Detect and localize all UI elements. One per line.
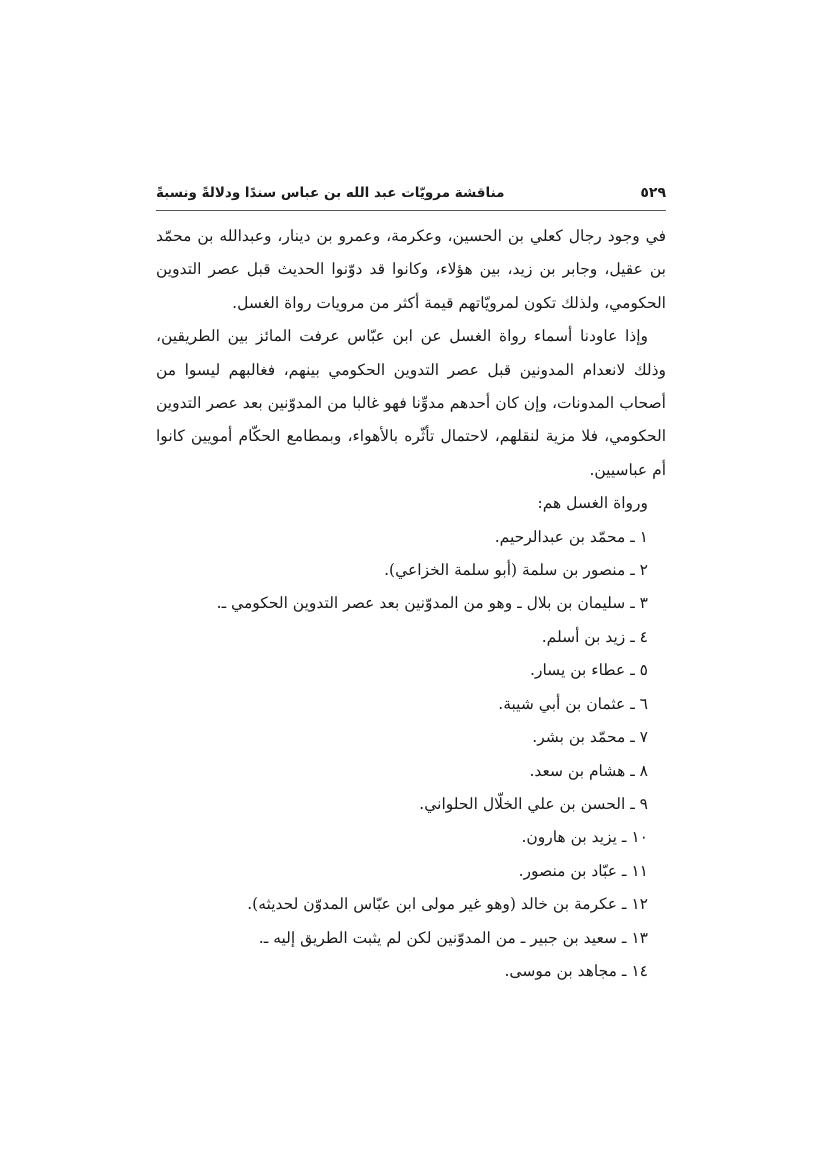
- paragraph-2: وإذا عاودنا أسماء رواة الغسل عن ابن عبّاس عرفت المائز بين الطريقين، وذلك لانعدام المدونين قبل عصر التدوين الحكومي بينهم، فغالبهم ليسوا من أصحاب المدونات، وإن كان أحدهم مدوِّنا فهو غالبا من المدوّنين بعد عصر التدوين الحكومي، فلا مزية لنقلهم، لاحتمال تأثّره بالأهواء، وبمطامع الحكّام أمويين كانوا أم عباسيين.: [156, 327, 666, 479]
- list-item: ١١ ـ عبّاد بن منصور.: [518, 861, 648, 880]
- list-item: ٩ ـ الحسن بن علي الخلّال الحلواني.: [419, 794, 648, 813]
- list-item: ١٢ ـ عكرمة بن خالد (وهو غير مولى ابن عبّاس المدوّن لحديثه).: [247, 895, 648, 914]
- list-item: ١٣ ـ سعيد بن جبير ـ من المدوّنين لكن لم يثبت الطريق إليه ـ.: [258, 928, 648, 947]
- list-item: ٧ ـ محمّد بن بشر.: [532, 728, 648, 747]
- running-header: [156, 180, 666, 206]
- list-item: ١٤ ـ مجاهد بن موسى.: [504, 961, 648, 980]
- paragraph-1: في وجود رجال كعلي بن الحسين، وعكرمة، وعمرو بن دينار، وعبدالله بن محمّد بن عقيل، وجابر بن زيد، بين هؤلاء، وكانوا قد دوّنوا الحديث قبل عصر التدوين الحكومي، ولذلك تكون لمرويّاتهم قيمة أكثر من مرويات رواة الغسل.: [156, 227, 666, 312]
- list-item: ٢ ـ منصور بن سلمة (أبو سلمة الخزاعي).: [384, 561, 648, 580]
- header-rule: [156, 210, 666, 211]
- list-item: ١٠ ـ يزيد بن هارون.: [521, 828, 648, 847]
- list-item: ٦ ـ عثمان بن أبي شيبة.: [498, 694, 648, 713]
- narrator-list: [156, 521, 666, 989]
- body-text: [156, 220, 666, 988]
- list-item: ٤ ـ زيد بن أسلم.: [541, 627, 648, 646]
- page-number: ٥٢٩: [640, 185, 666, 201]
- list-item: ٥ ـ عطاء بن يسار.: [530, 661, 648, 680]
- list-intro: ورواة الغسل هم:: [537, 494, 648, 513]
- list-item: ١ ـ محمّد بن عبدالرحيم.: [494, 527, 648, 546]
- list-item: ٨ ـ هشام بن سعد.: [529, 761, 648, 780]
- running-title: مناقشة مرويّات عبد الله بن عباس سندًا ودلالةً ونسبةً: [156, 185, 505, 201]
- list-item: ٣ ـ سليمان بن بلال ـ وهو من المدوّنين بعد عصر التدوين الحكومي ـ.: [216, 594, 648, 613]
